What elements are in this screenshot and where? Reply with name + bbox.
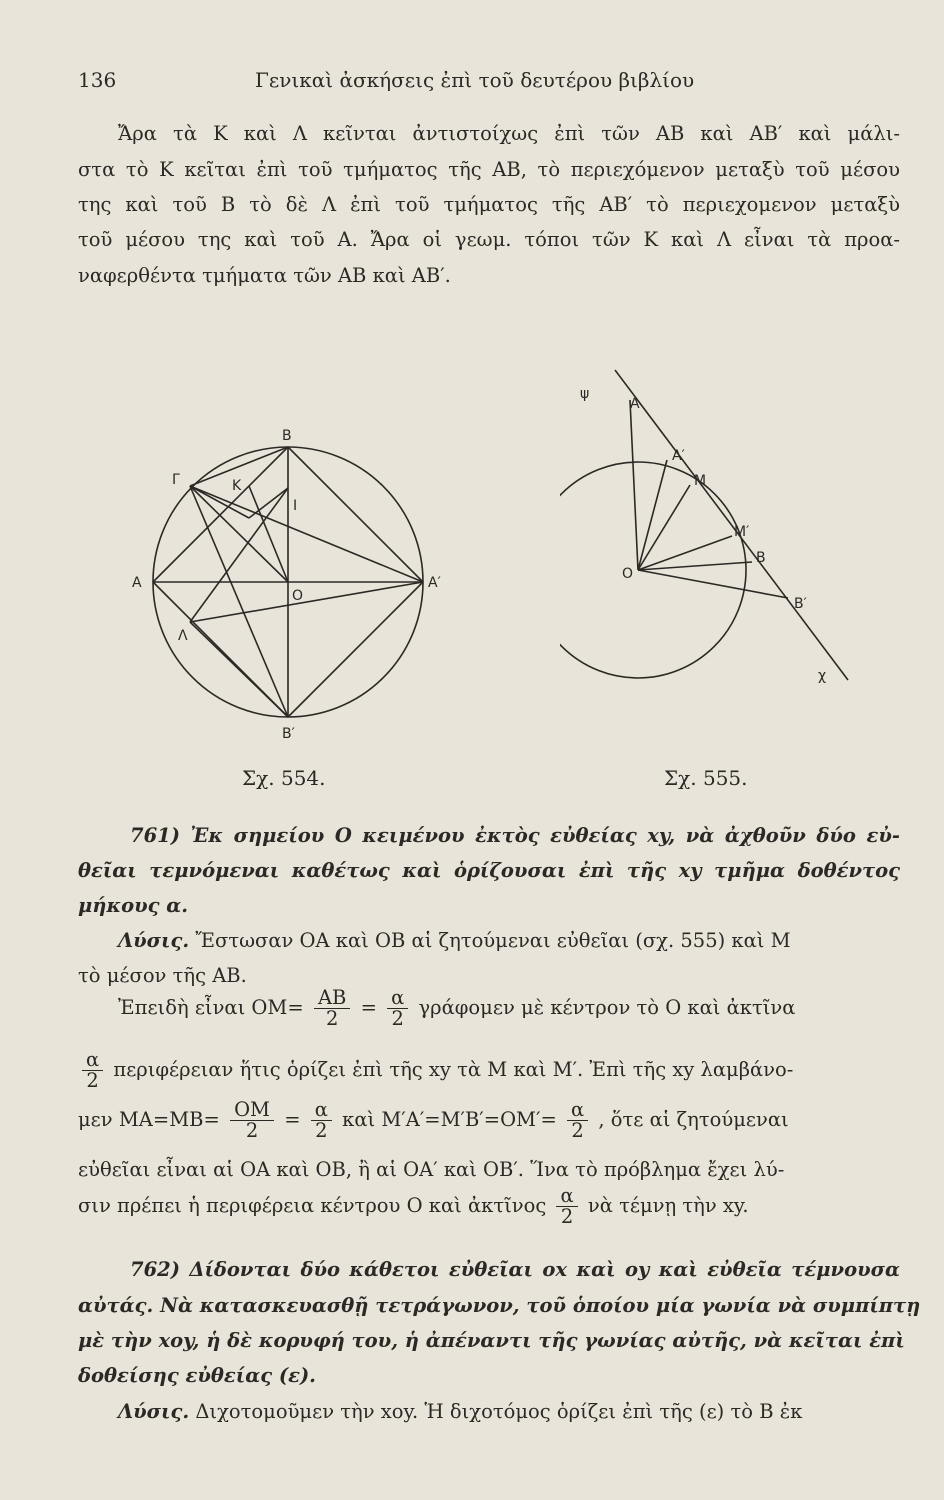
intro-line-1: Ἄρα τὰ Κ καὶ Λ κεῖνται ἀντιστοίχως ἐπὶ τῶν ΑΒ καὶ ΑΒ′ καὶ μάλι- (118, 122, 900, 145)
label-A-prime: Α′ (672, 448, 685, 464)
fraction-num: ΑΒ (314, 988, 350, 1009)
caption-fig-555: Σχ. 555. (664, 766, 748, 790)
label-I: Ι (293, 498, 298, 514)
problem-762-line-3: μὲ τὴν xoy, ἡ δὲ κορυφή του, ἡ ἀπέναντι τῆς γωνίας αὐτῆς, νὰ κεῖται ἐπὶ (78, 1329, 905, 1352)
fraction-den: 2 (560, 1205, 574, 1228)
intro-line-2: στα τὸ Κ κεῖται ἐπὶ τοῦ τμήματος τῆς ΑΒ, τὸ περιεχόμενον μεταξὺ τοῦ μέσου (78, 158, 900, 181)
after2-prefix: σιν πρέπει ἡ περιφέρεια κέντρου Ο καὶ ἀκτῖνος (78, 1194, 547, 1217)
solution-761-line-2: τὸ μέσον τῆς ΑΒ. (78, 964, 247, 987)
fraction-OM-over-2 (230, 1100, 274, 1141)
label-B: Β (756, 550, 766, 566)
intro-line-5: ναφερθέντα τμήματα τῶν ΑΒ καὶ ΑΒ′. (78, 264, 451, 287)
fraction-den: 2 (245, 1119, 259, 1142)
label-M: Μ (694, 473, 707, 489)
running-title: Γενικαὶ ἀσκήσεις ἐπὶ τοῦ δευτέρου βιβλίου (255, 68, 695, 92)
fraction-a-over-2 (311, 1100, 332, 1141)
solution-761-text-1: Ἔστωσαν ΟΑ καὶ ΟΒ αἱ ζητούμεναι εὐθεῖαι (σχ. 555) καὶ Μ (195, 929, 791, 952)
fraction-num: α (387, 988, 408, 1009)
eq1-suffix: γράφομεν μὲ κέντρον τὸ Ο καὶ ἀκτῖνα (418, 996, 796, 1019)
eq2-suffix: περιφέρειαν ἥτις ὁρίζει ἐπὶ τῆς xy τὰ Μ καὶ Μ′. Ἐπὶ τῆς xy λαμβάνο- (113, 1058, 794, 1081)
problem-761-line-1: 761) Ἐκ σημείου Ο κειμένου ἐκτὸς εὐθείας xy, νὰ ἀχθοῦν δύο εὐ- (130, 824, 900, 847)
eq3-suffix: , ὅτε αἱ ζητούμεναι (598, 1108, 789, 1131)
fraction-a-over-2 (556, 1186, 577, 1227)
fraction-num: α (82, 1050, 103, 1071)
caption-fig-554: Σχ. 554. (242, 766, 326, 790)
fraction-den: 2 (325, 1007, 339, 1030)
equals-sign: = (284, 1108, 301, 1131)
fraction-a-over-2 (387, 988, 408, 1029)
label-psi: ψ (580, 386, 590, 402)
label-L: Λ (178, 628, 188, 644)
solution-label: Λύσις. (118, 929, 190, 952)
label-B-prime: Β′ (794, 596, 807, 612)
problem-762-line-1: 762) Δίδονται δύο κάθετοι εὐθεῖαι οx καὶ οy καὶ εὐθεῖα τέμνουσα (130, 1258, 900, 1281)
equation-line-2 (78, 1050, 793, 1091)
label-A: Α (630, 396, 640, 412)
figure-555 (560, 350, 890, 690)
equation-line-3 (78, 1100, 789, 1141)
solution-762-text-1: Διχοτομοῦμεν τὴν xoy. Ἡ διχοτόμος ὁρίζει ἐπὶ τῆς (ε) τὸ Β ἐκ (195, 1400, 803, 1423)
eq3-prefix: μεν ΜΑ=ΜΒ= (78, 1108, 220, 1131)
fraction-AB-over-2 (314, 988, 350, 1029)
problem-762-line-2: αὐτάς. Νὰ κατασκευασθῇ τετράγωνον, τοῦ ὁποίου μία γωνία νὰ συμπίπτῃ (78, 1294, 921, 1317)
problem-762-line-4: δοθείσης εὐθείας (ε). (78, 1364, 316, 1387)
fraction-den: 2 (571, 1119, 584, 1142)
label-B-prime: Β′ (282, 726, 295, 742)
solution-762-line-1 (118, 1400, 900, 1424)
fraction-num: α (567, 1100, 588, 1121)
problem-761-line-3: μήκους α. (78, 894, 189, 917)
fraction-den: 2 (391, 1007, 404, 1030)
label-A-prime: Α′ (428, 575, 441, 591)
circle-555 (560, 462, 746, 678)
intro-line-4: τοῦ μέσου της καὶ τοῦ Α. Ἄρα οἱ γεωμ. τόποι τῶν Κ καὶ Λ εἶναι τὰ προα- (78, 228, 900, 251)
label-M-prime: Μ′ (734, 524, 750, 540)
label-A: Α (132, 575, 142, 591)
fraction-num: α (556, 1186, 577, 1207)
after2-suffix: νὰ τέμνῃ τὴν xy. (587, 1194, 749, 1217)
label-O: Ο (292, 588, 304, 604)
fraction-den: 2 (315, 1119, 328, 1142)
label-B: Β (282, 428, 292, 444)
fraction-a-over-2 (82, 1050, 103, 1091)
label-G: Γ (172, 472, 180, 488)
solution-761-line-after-1: εὐθεῖαι εἶναι αἱ ΟΑ καὶ ΟΒ, ἢ αἱ ΟΑ′ καὶ ΟΒ′. Ἵνα τὸ πρόβλημα ἔχει λύ- (78, 1158, 785, 1181)
label-O: Ο (622, 566, 634, 582)
label-chi: χ (818, 668, 827, 684)
fraction-a-over-2 (567, 1100, 588, 1141)
figure-554 (110, 420, 470, 750)
intro-line-3: της καὶ τοῦ Β τὸ δὲ Λ ἐπὶ τοῦ τμήματος τῆς ΑΒ′ τὸ περιεχομενον μεταξὺ (78, 193, 900, 216)
solution-761-line-after-2 (78, 1186, 749, 1227)
equation-line-1 (118, 988, 795, 1029)
fraction-num: α (311, 1100, 332, 1121)
fraction-num: ΟΜ (230, 1100, 274, 1121)
solution-761-line-1 (118, 929, 900, 953)
eq1-prefix: Ἐπειδὴ εἶναι ΟΜ= (118, 996, 304, 1019)
solution-label: Λύσις. (118, 1400, 190, 1423)
problem-761-line-2: θεῖαι τεμνόμεναι καθέτως καὶ ὁρίζουσαι ἐπὶ τῆς xy τμῆμα δοθέντος (78, 859, 900, 882)
equals-sign: = (360, 996, 377, 1019)
label-K: Κ (232, 478, 242, 494)
eq3-middle: καὶ Μ′Α′=Μ′Β′=ΟΜ′= (342, 1108, 557, 1131)
fraction-den: 2 (86, 1069, 99, 1092)
page-number: 136 (78, 68, 117, 92)
